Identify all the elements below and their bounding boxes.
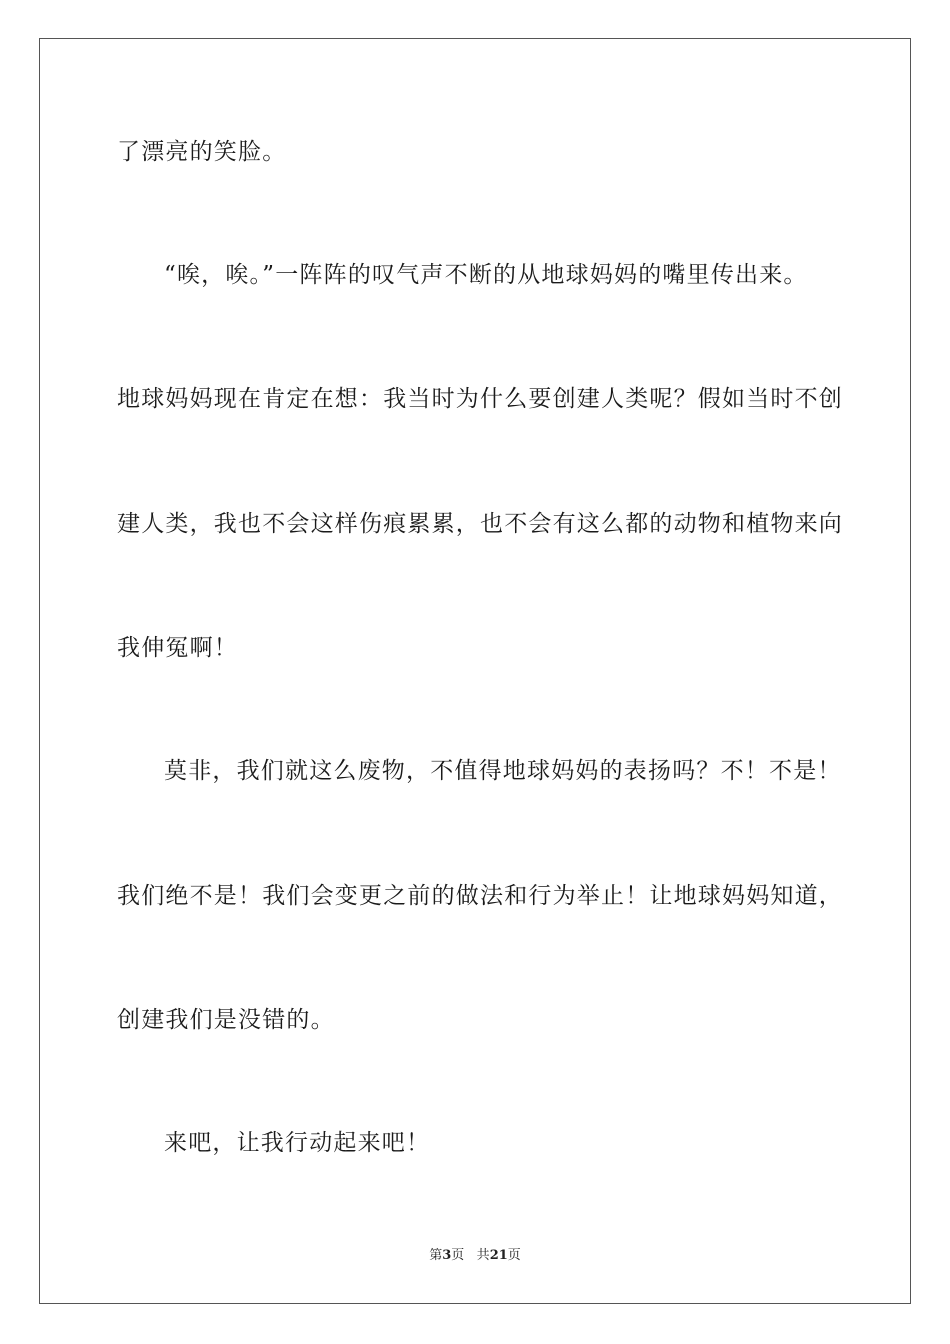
footer-prefix: 第 — [429, 1248, 443, 1263]
text-line-2: “唉，唉。”一阵阵的叹气声不断的从地球妈妈的嘴里传出来。 — [164, 262, 808, 288]
text-line-9: 来吧，让我行动起来吧！ — [164, 1130, 431, 1156]
footer-total-suffix: 页 — [507, 1248, 521, 1263]
text-line-3: 地球妈妈现在肯定在想：我当时为什么要创建人类呢？假如当时不创 — [117, 386, 843, 412]
text-line-6: 莫非，我们就这么废物，不值得地球妈妈的表扬吗？不！不是！ — [164, 758, 842, 784]
page-border — [39, 38, 911, 1304]
footer-current-page: 3 — [442, 1248, 452, 1263]
text-line-8: 创建我们是没错的。 — [117, 1007, 335, 1033]
text-line-4: 建人类，我也不会这样伤痕累累，也不会有这么都的动物和植物来向 — [117, 511, 843, 537]
text-line-7: 我们绝不是！我们会变更之前的做法和行为举止！让地球妈妈知道， — [117, 883, 843, 909]
text-line-1: 了漂亮的笑脸。 — [117, 139, 287, 165]
text-line-5: 我伸冤啊！ — [117, 635, 238, 661]
footer-page-word: 页 — [451, 1248, 465, 1263]
footer-total-pages: 21 — [489, 1248, 508, 1263]
footer-total-prefix: 共 — [476, 1248, 490, 1263]
page-footer — [0, 1247, 950, 1265]
